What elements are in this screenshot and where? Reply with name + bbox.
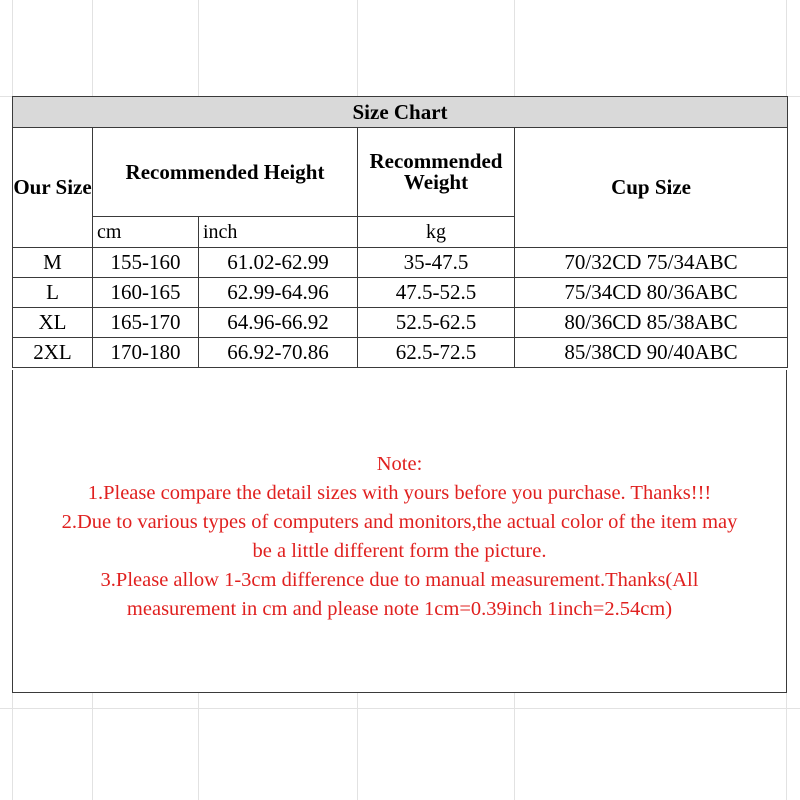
cell-cm: 160-165	[93, 278, 199, 308]
table-row	[13, 248, 788, 278]
note-line-3a: 3.Please allow 1-3cm difference due to manual measurement.Thanks(All	[100, 569, 699, 591]
note-line-2a: 2.Due to various types of computers and monitors,the actual color of the item may	[61, 511, 738, 533]
subheader-kg: kg	[358, 217, 515, 248]
cell-inch: 62.99-64.96	[199, 278, 358, 308]
header-our-size: Our Size	[13, 128, 93, 248]
cell-inch: 66.92-70.86	[199, 338, 358, 368]
note-line-1: 1.Please compare the detail sizes with yours before you purchase. Thanks!!!	[87, 482, 712, 504]
subheader-cm: cm	[93, 217, 199, 248]
cell-size: 2XL	[13, 338, 93, 368]
table-row	[13, 308, 788, 338]
notes-block	[12, 450, 787, 624]
size-chart-table	[12, 96, 788, 368]
cell-kg: 47.5-52.5	[358, 278, 515, 308]
grid-line	[0, 708, 800, 709]
cell-kg: 62.5-72.5	[358, 338, 515, 368]
header-recommended-height: Recommended Height	[93, 128, 358, 217]
header-recommended-weight: Recommended Weight	[358, 128, 515, 217]
cell-kg: 35-47.5	[358, 248, 515, 278]
table-title: Size Chart	[13, 97, 788, 128]
cell-inch: 64.96-66.92	[199, 308, 358, 338]
cell-cup: 75/34CD 80/36ABC	[515, 278, 788, 308]
cell-cup: 70/32CD 75/34ABC	[515, 248, 788, 278]
cell-cup: 85/38CD 90/40ABC	[515, 338, 788, 368]
cell-cup: 80/36CD 85/38ABC	[515, 308, 788, 338]
subheader-inch: inch	[199, 217, 358, 248]
cell-cm: 170-180	[93, 338, 199, 368]
cell-size: XL	[13, 308, 93, 338]
table-row	[13, 278, 788, 308]
header-cup-size: Cup Size	[515, 128, 788, 248]
cell-inch: 61.02-62.99	[199, 248, 358, 278]
cell-size: M	[13, 248, 93, 278]
note-line-2b: be a little different form the picture.	[252, 540, 547, 562]
note-heading: Note:	[376, 453, 423, 475]
cell-cm: 155-160	[93, 248, 199, 278]
note-line-3b: measurement in cm and please note 1cm=0.39inch 1inch=2.54cm)	[126, 598, 673, 620]
cell-size: L	[13, 278, 93, 308]
cell-kg: 52.5-62.5	[358, 308, 515, 338]
cell-cm: 165-170	[93, 308, 199, 338]
table-row	[13, 338, 788, 368]
